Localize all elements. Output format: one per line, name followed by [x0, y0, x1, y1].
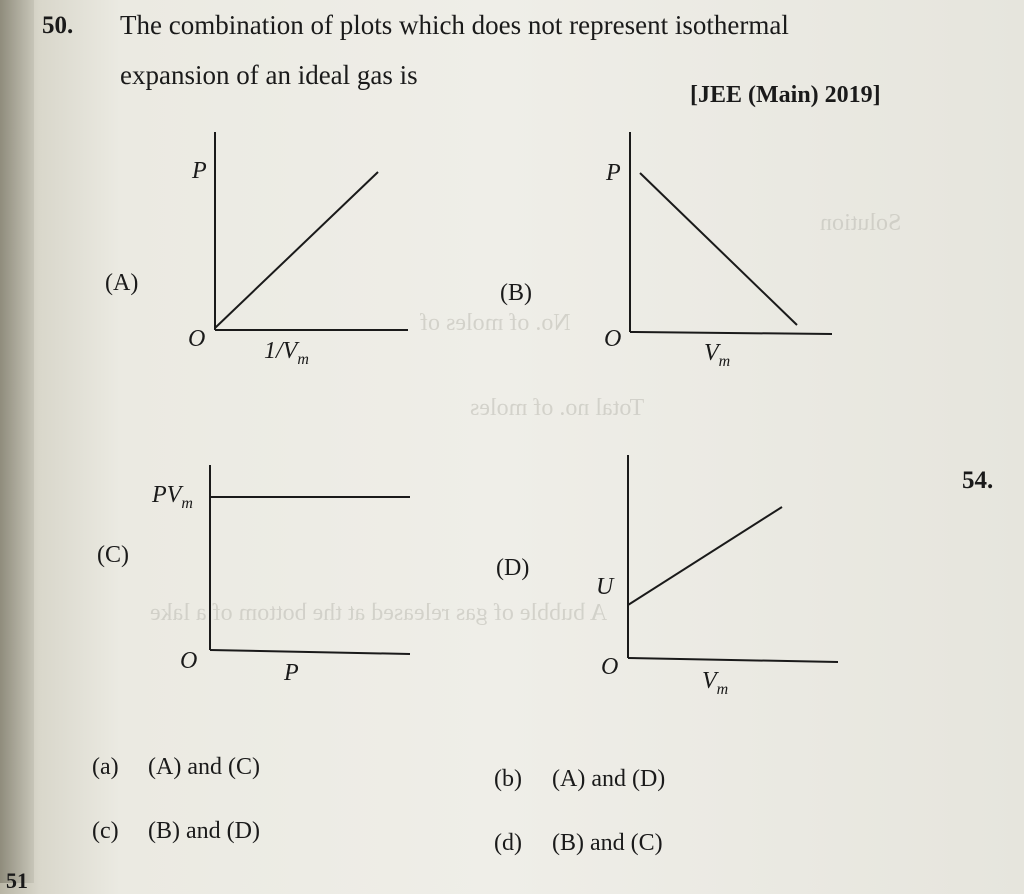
question-number: 50.: [42, 12, 74, 39]
bleed-through-text: No. of moles of: [420, 310, 571, 336]
option-b-letter: (b): [494, 766, 522, 792]
plot-b-y-label: P: [606, 160, 621, 186]
plot-a-curve: [215, 172, 378, 328]
plot-c-y-label: $PV_m$: [152, 482, 193, 512]
option-c-text[interactable]: (B) and (D): [148, 818, 260, 844]
plot-c-x-axis: [210, 650, 410, 654]
option-b-text[interactable]: (A) and (D): [552, 766, 666, 792]
plot-a-x-label: $1/V_m$: [264, 338, 309, 368]
plot-b-x-label: $V_m$: [704, 340, 731, 370]
plot-d-origin: O: [601, 654, 619, 680]
plot-c-label: (C): [97, 542, 129, 568]
option-a-text[interactable]: (A) and (C): [148, 754, 260, 780]
option-d-letter: (d): [494, 830, 522, 856]
next-question-number: 54.: [962, 467, 994, 494]
plot-c-x-label: P: [284, 660, 299, 686]
plot-b-origin: O: [604, 326, 622, 352]
option-d-text[interactable]: (B) and (C): [552, 830, 663, 856]
plot-b-curve: [640, 173, 797, 325]
bleed-through-text: A bubble of gas released at the bottom of a lake: [150, 600, 608, 626]
next-question-number-fragment: 51: [6, 868, 28, 893]
plot-d-x-axis: [628, 658, 838, 662]
plot-d-label: (D): [496, 555, 530, 581]
plot-d-y-label: U: [596, 574, 614, 600]
question-text-line-2: expansion of an ideal gas is: [120, 60, 418, 90]
plot-c-origin: O: [180, 648, 198, 674]
plot-d-x-label: $V_m$: [702, 668, 729, 698]
plot-a-label: (A): [105, 270, 139, 296]
bleed-through-text: Total no. of moles: [470, 395, 645, 421]
plot-d-curve: [628, 507, 782, 605]
bleed-through-text: Solution: [820, 210, 902, 236]
exam-source: [JEE (Main) 2019]: [690, 82, 881, 108]
question-text-line-1: The combination of plots which does not represent isothermal: [120, 10, 789, 40]
plot-b-x-axis: [630, 332, 832, 334]
option-c-letter: (c): [92, 818, 119, 844]
plot-b-label: (B): [500, 280, 532, 306]
plot-a-origin: O: [188, 326, 206, 352]
option-a-letter: (a): [92, 754, 119, 780]
plot-a-y-label: P: [192, 158, 207, 184]
